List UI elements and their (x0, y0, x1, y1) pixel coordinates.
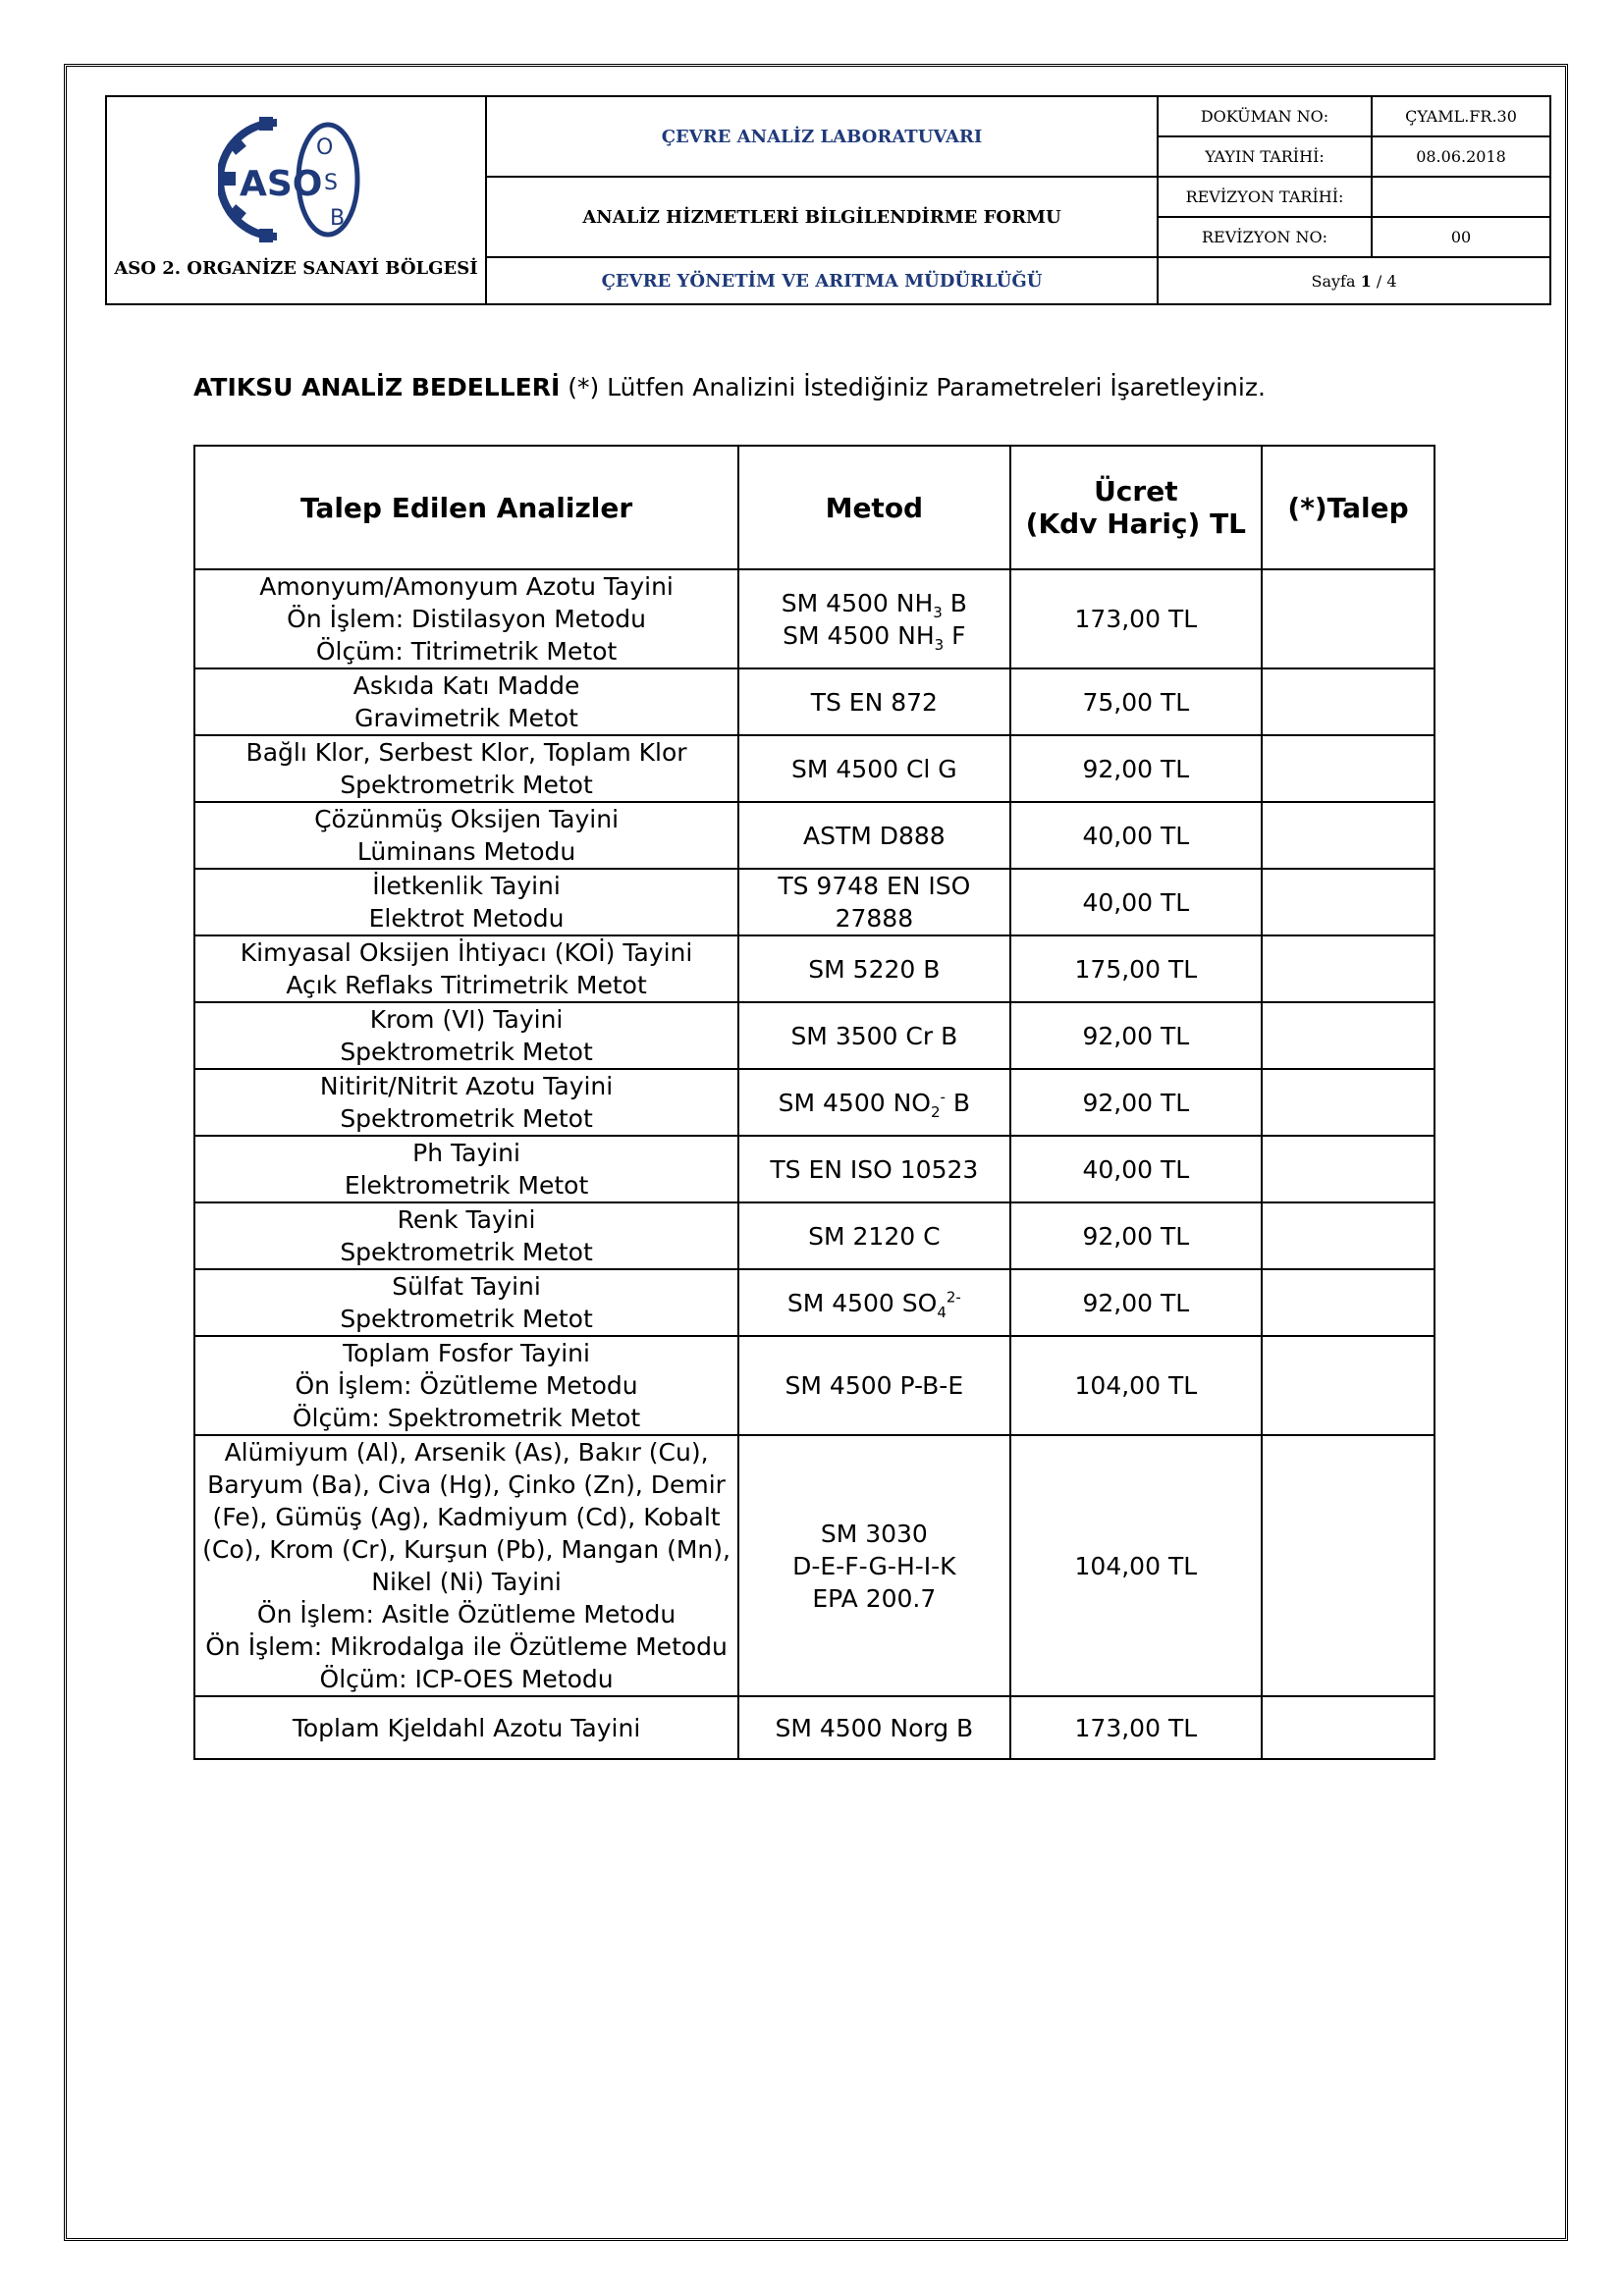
request-checkbox-cell[interactable] (1262, 869, 1435, 935)
meta-key: REVİZYON NO: (1159, 218, 1373, 256)
analysis-line: Gravimetrik Metot (354, 704, 578, 732)
intro-title: ATIKSU ANALİZ BEDELLERİ (193, 373, 561, 401)
method-cell (738, 668, 1009, 735)
table-row (194, 802, 1435, 869)
analysis-line: Lüminans Metodu (356, 837, 576, 866)
request-checkbox-cell[interactable] (1262, 1069, 1435, 1136)
method-text: SM 4500 P-B-E (785, 1371, 964, 1400)
analysis-line: Kimyasal Oksijen İhtiyacı (KOİ) Tayini (240, 938, 693, 967)
header-analysis: Talep Edilen Analizler (194, 446, 738, 569)
request-checkbox-cell[interactable] (1262, 1435, 1435, 1696)
analysis-line: Sülfat Tayini (392, 1272, 541, 1301)
method-text: SM 4500 NH (783, 620, 935, 650)
lab-name: ÇEVRE ANALİZ LABORATUVARI (487, 97, 1157, 178)
table-row (194, 668, 1435, 735)
meta-value (1373, 178, 1549, 216)
meta-value: 00 (1450, 228, 1472, 246)
method-cell (738, 1069, 1009, 1136)
request-checkbox-cell[interactable] (1262, 569, 1435, 668)
page-prefix: Sayfa (1311, 271, 1356, 291)
fee-cell: 92,00 TL (1010, 1069, 1263, 1136)
table-row (194, 1136, 1435, 1202)
intro-line (193, 373, 1266, 401)
table-row (194, 1435, 1435, 1696)
header-method: Metod (738, 446, 1009, 569)
organization-name: ASO 2. ORGANİZE SANAYİ BÖLGESİ (114, 258, 478, 279)
request-checkbox-cell[interactable] (1262, 668, 1435, 735)
analysis-line: Toplam Fosfor Tayini (343, 1339, 590, 1367)
analysis-line: Elektrot Metodu (368, 904, 565, 933)
method-text: 2- (946, 1288, 961, 1307)
fee-cell: 40,00 TL (1010, 869, 1263, 935)
table-row (194, 869, 1435, 935)
method-text: SM 3500 Cr B (790, 1021, 958, 1050)
page-total: 4 (1386, 271, 1397, 291)
fee-cell: 104,00 TL (1010, 1435, 1263, 1696)
request-checkbox-cell[interactable] (1262, 1269, 1435, 1336)
analysis-cell (194, 1696, 738, 1759)
analysis-line: Ph Tayini (412, 1139, 520, 1167)
analysis-cell (194, 1136, 738, 1202)
method-text: ASTM D888 (802, 821, 946, 850)
logo-aso-text: ASO (240, 164, 323, 204)
analysis-line: Bağlı Klor, Serbest Klor, Toplam Klor (245, 738, 687, 767)
analysis-line: Askıda Katı Madde (352, 671, 580, 700)
analysis-line: Ölçüm: ICP-OES Metodu (319, 1665, 614, 1693)
fee-cell: 75,00 TL (1010, 668, 1263, 735)
meta-key: YAYIN TARİHİ: (1159, 137, 1373, 176)
analysis-cell (194, 735, 738, 802)
analysis-line: Spektrometrik Metot (340, 1305, 593, 1333)
analysis-cell (194, 1002, 738, 1069)
method-text: B (945, 1088, 971, 1117)
table-row (194, 1069, 1435, 1136)
analysis-line: Ön İşlem: Özütleme Metodu (295, 1371, 638, 1400)
analysis-line: Baryum (Ba), Civa (Hg), Çinko (Zn), Demir (207, 1470, 726, 1499)
method-cell (738, 869, 1009, 935)
analysis-line: Alümiyum (Al), Arsenik (As), Bakır (Cu), (224, 1438, 709, 1467)
method-text: 2 (930, 1102, 941, 1121)
document-header (105, 95, 1551, 305)
analysis-line: Spektrometrik Metot (340, 771, 593, 799)
meta-value: ÇYAML.FR.30 (1405, 107, 1517, 126)
analysis-line: Elektrometrik Metot (344, 1171, 589, 1200)
method-cell (738, 1002, 1009, 1069)
meta-row-revision-date (1159, 178, 1549, 218)
fee-cell: 92,00 TL (1010, 1202, 1263, 1269)
fee-cell: 40,00 TL (1010, 802, 1263, 869)
fee-cell: 92,00 TL (1010, 1269, 1263, 1336)
method-text: 27888 (835, 904, 914, 933)
analysis-cell (194, 1269, 738, 1336)
intro-instruction: (*) Lütfen Analizini İstediğiniz Parametreleri İşaretleyiniz. (560, 373, 1266, 401)
header-request: (*)Talep (1262, 446, 1435, 569)
method-text: SM 4500 SO (786, 1288, 938, 1317)
method-text: SM 4500 NO (778, 1088, 931, 1117)
method-text: 4 (937, 1303, 947, 1321)
method-cell (738, 1136, 1009, 1202)
header-fee-line1: Ücret (1094, 475, 1178, 507)
method-text: TS EN ISO 10523 (770, 1154, 979, 1184)
method-text: EPA 200.7 (812, 1583, 937, 1613)
header-fee (1010, 446, 1263, 569)
request-checkbox-cell[interactable] (1262, 735, 1435, 802)
request-checkbox-cell[interactable] (1262, 1336, 1435, 1435)
table-row (194, 1269, 1435, 1336)
page-number (1159, 258, 1549, 303)
method-text: B (942, 588, 967, 617)
table-row (194, 1336, 1435, 1435)
fee-cell: 175,00 TL (1010, 935, 1263, 1002)
request-checkbox-cell[interactable] (1262, 1002, 1435, 1069)
analysis-line: Ölçüm: Spektrometrik Metot (292, 1404, 641, 1432)
form-title: ANALİZ HİZMETLERİ BİLGİLENDİRME FORMU (487, 178, 1157, 258)
request-checkbox-cell[interactable] (1262, 1136, 1435, 1202)
aso-osb-logo (218, 115, 365, 252)
analysis-price-table (193, 445, 1435, 1760)
method-cell (738, 735, 1009, 802)
analysis-line: Ön İşlem: Asitle Özütleme Metodu (256, 1600, 677, 1629)
analysis-line: Çözünmüş Oksijen Tayini (314, 805, 620, 833)
meta-row-publish-date (1159, 137, 1549, 178)
department-name: ÇEVRE YÖNETİM VE ARITMA MÜDÜRLÜĞÜ (601, 270, 1043, 292)
analysis-cell (194, 1069, 738, 1136)
analysis-line: Spektrometrik Metot (340, 1238, 593, 1266)
header-titles (487, 97, 1159, 303)
method-cell (738, 1336, 1009, 1435)
analysis-cell (194, 1202, 738, 1269)
analysis-cell (194, 569, 738, 668)
request-checkbox-cell[interactable] (1262, 1696, 1435, 1759)
header-fee-line2: (Kdv Hariç) TL (1025, 507, 1247, 540)
meta-key: REVİZYON TARİHİ: (1159, 178, 1373, 216)
table-row (194, 1696, 1435, 1759)
method-text: SM 5220 B (808, 954, 941, 984)
analysis-line: Nitirit/Nitrit Azotu Tayini (319, 1072, 614, 1100)
analysis-cell (194, 1435, 738, 1696)
fee-cell: 92,00 TL (1010, 1002, 1263, 1069)
method-cell (738, 1696, 1009, 1759)
request-checkbox-cell[interactable] (1262, 935, 1435, 1002)
fee-cell: 173,00 TL (1010, 1696, 1263, 1759)
table-row (194, 1202, 1435, 1269)
analysis-cell (194, 668, 738, 735)
method-text: SM 4500 Cl G (791, 754, 957, 783)
svg-text:S: S (324, 171, 338, 195)
request-checkbox-cell[interactable] (1262, 1202, 1435, 1269)
fee-cell: 104,00 TL (1010, 1336, 1263, 1435)
analysis-line: (Co), Krom (Cr), Kurşun (Pb), Mangan (Mn), (202, 1535, 731, 1564)
analysis-line: Açık Reflaks Titrimetrik Metot (286, 971, 647, 999)
analysis-cell (194, 802, 738, 869)
analysis-cell (194, 1336, 738, 1435)
meta-key: DOKÜMAN NO: (1159, 97, 1373, 135)
analysis-cell (194, 869, 738, 935)
method-cell (738, 569, 1009, 668)
fee-cell: 40,00 TL (1010, 1136, 1263, 1202)
method-cell (738, 1202, 1009, 1269)
analysis-line: Spektrometrik Metot (340, 1104, 593, 1133)
method-text: D-E-F-G-H-I-K (792, 1551, 956, 1580)
method-text: SM 2120 C (808, 1221, 941, 1251)
meta-value: 08.06.2018 (1416, 147, 1506, 166)
method-cell (738, 1269, 1009, 1336)
analysis-line: (Fe), Gümüş (Ag), Kadmiyum (Cd), Kobalt (212, 1503, 721, 1531)
page-current: 1 (1360, 271, 1372, 291)
document-meta (1159, 97, 1549, 303)
method-text: F (944, 620, 966, 650)
fee-cell: 173,00 TL (1010, 569, 1263, 668)
request-checkbox-cell[interactable] (1262, 802, 1435, 869)
method-text: - (940, 1088, 946, 1106)
method-text: SM 3030 (820, 1519, 928, 1548)
analysis-line: Nikel (Ni) Tayini (371, 1568, 562, 1596)
analysis-cell (194, 935, 738, 1002)
method-text: 3 (933, 603, 943, 621)
analysis-line: Ön İşlem: Mikrodalga ile Özütleme Metodu (205, 1632, 728, 1661)
method-text: 3 (934, 635, 945, 654)
svg-text:B: B (330, 206, 346, 231)
fee-cell: 92,00 TL (1010, 735, 1263, 802)
method-text: TS 9748 EN ISO (778, 872, 971, 900)
analysis-line: Renk Tayini (397, 1205, 536, 1234)
page-separator: / (1376, 271, 1382, 291)
svg-text:O: O (316, 135, 334, 160)
analysis-line: İletkenlik Tayini (372, 872, 561, 900)
analysis-line: Toplam Kjeldahl Azotu Tayini (292, 1713, 641, 1742)
method-cell (738, 1435, 1009, 1696)
method-text: SM 4500 Norg B (775, 1713, 974, 1742)
analysis-line: Krom (VI) Tayini (369, 1005, 564, 1034)
meta-row-doc-no (1159, 97, 1549, 137)
table-row (194, 735, 1435, 802)
method-cell (738, 935, 1009, 1002)
logo-cell (107, 97, 487, 303)
analysis-line: Ön İşlem: Distilasyon Metodu (287, 605, 646, 633)
table-row (194, 935, 1435, 1002)
table-row (194, 569, 1435, 668)
method-cell (738, 802, 1009, 869)
analysis-line: Spektrometrik Metot (340, 1038, 593, 1066)
meta-row-revision-no (1159, 218, 1549, 258)
analysis-line: Ölçüm: Titrimetrik Metot (315, 637, 618, 666)
method-text: SM 4500 NH (781, 588, 934, 617)
analysis-line: Amonyum/Amonyum Azotu Tayini (259, 572, 674, 601)
table-header-row (194, 446, 1435, 569)
table-row (194, 1002, 1435, 1069)
method-text: TS EN 872 (810, 687, 938, 717)
